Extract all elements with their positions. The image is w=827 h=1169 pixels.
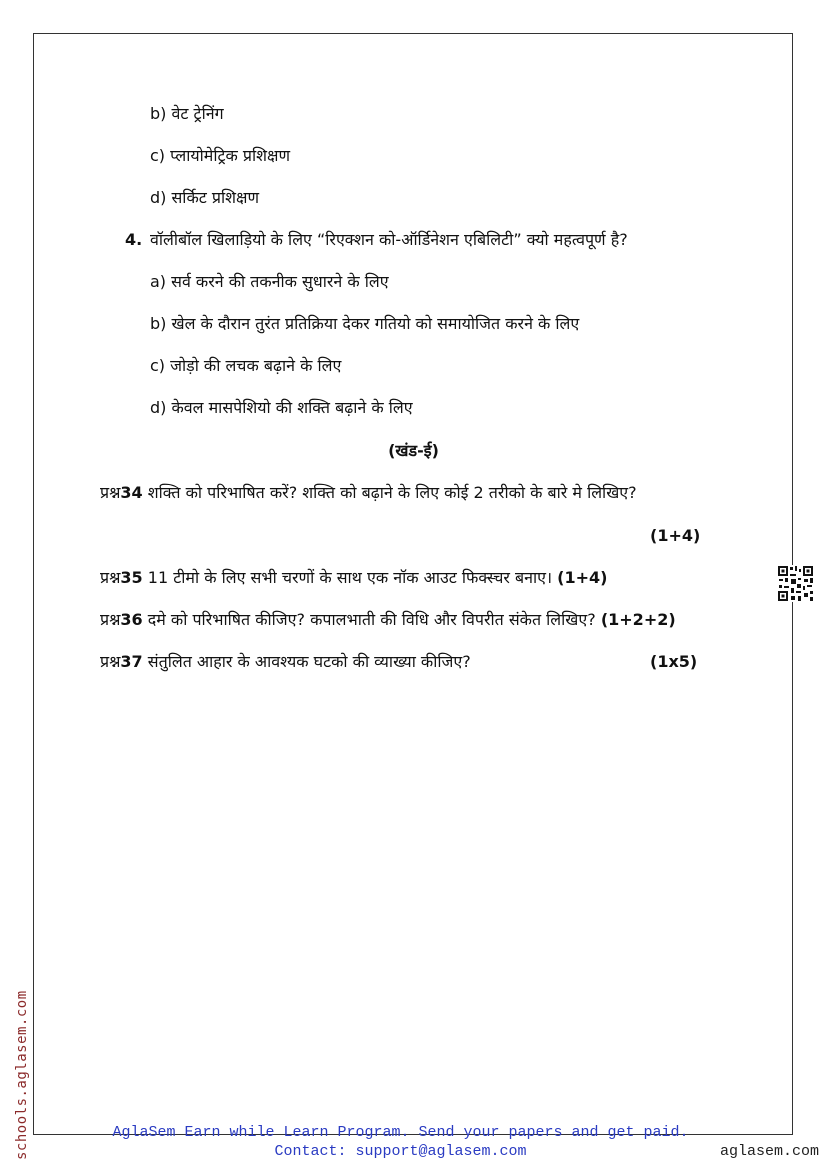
question-34-marks: (1+4) bbox=[650, 526, 701, 545]
question-text: 11 टीमो के लिए सभी चरणों के साथ एक नॉक आउट फिक्स्चर बनाए। bbox=[147, 568, 553, 587]
question-35 bbox=[100, 568, 607, 588]
question-4-option-a: a) सर्व करने की तकनीक सुधारने के लिए bbox=[150, 272, 389, 291]
question-number: 34 bbox=[120, 483, 143, 502]
question-number: 35 bbox=[120, 568, 143, 587]
question-37 bbox=[100, 652, 471, 672]
question-4-text: वॉलीबॉल खिलाड़ियो के लिए “रिएक्शन को-ऑर्डिनेशन एबिलिटी” क्यो महत्वपूर्ण है? bbox=[150, 230, 628, 249]
question-34 bbox=[100, 483, 637, 503]
question-label: प्रश्न bbox=[100, 610, 121, 629]
question-text: दमे को परिभाषित कीजिए? कपालभाती की विधि और विपरीत संकेत लिखिए? bbox=[147, 610, 596, 629]
option-c-prev: c) प्लायोमेट्रिक प्रशिक्षण bbox=[150, 146, 291, 165]
question-label: प्रश्न bbox=[100, 568, 121, 587]
question-number: 36 bbox=[120, 610, 143, 629]
option-b-prev: b) वेट ट्रेनिंग bbox=[150, 104, 224, 123]
side-watermark: schools.aglasem.com bbox=[14, 990, 30, 1160]
question-4-number: 4. bbox=[125, 230, 143, 249]
question-marks: (1+4) bbox=[557, 568, 608, 587]
question-4-option-b: b) खेल के दौरान तुरंत प्रतिक्रिया देकर गतियो को समायोजित करने के लिए bbox=[150, 314, 580, 333]
question-label: प्रश्न bbox=[100, 483, 121, 502]
option-d-prev: d) सर्किट प्रशिक्षण bbox=[150, 188, 260, 207]
question-4-option-c: c) जोड़ो की लचक बढ़ाने के लिए bbox=[150, 356, 342, 375]
footer-contact[interactable]: Contact: support@aglasem.com bbox=[274, 1143, 527, 1160]
question-text: शक्ति को परिभाषित करें? शक्ति को बढ़ाने के लिए कोई 2 तरीको के बारे मे लिखिए? bbox=[147, 483, 637, 502]
question-37-marks: (1x5) bbox=[650, 652, 698, 671]
question-number: 37 bbox=[120, 652, 143, 671]
footer-site[interactable]: aglasem.com bbox=[719, 1143, 819, 1160]
question-label: प्रश्न bbox=[100, 652, 121, 671]
question-36 bbox=[100, 610, 676, 630]
question-marks: (1+2+2) bbox=[600, 610, 676, 629]
question-text: संतुलित आहार के आवश्यक घटको की व्याख्या कीजिए? bbox=[147, 652, 471, 671]
section-title: (खंड-ई) bbox=[388, 441, 439, 460]
qr-code-icon bbox=[777, 565, 814, 602]
footer-promo: AglaSem Earn while Learn Program. Send your papers and get paid. bbox=[112, 1124, 689, 1141]
question-4-option-d: d) केवल मासपेशियो की शक्ति बढ़ाने के लिए bbox=[150, 398, 413, 417]
